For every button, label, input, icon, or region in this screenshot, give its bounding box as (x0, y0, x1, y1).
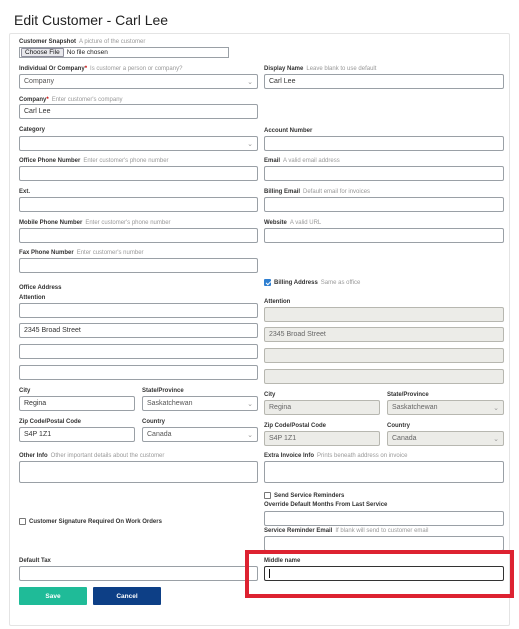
billing-address-line1-input[interactable]: 2345 Broad Street (264, 327, 504, 342)
office-address-line1-input[interactable]: 2345 Broad Street (19, 323, 258, 338)
chevron-down-icon: ⌄ (247, 431, 253, 439)
office-phone-input[interactable] (19, 166, 258, 181)
office-country-label: Country (142, 419, 165, 425)
office-zip-input[interactable]: S4P 1Z1 (19, 427, 135, 442)
default-tax-label: Default Tax (19, 558, 51, 564)
individual-or-company-select[interactable]: Company ⌄ (19, 74, 258, 89)
billing-country-label: Country (387, 423, 410, 429)
save-button[interactable]: Save (19, 587, 87, 605)
billing-country-select[interactable]: Canada ⌄ (387, 431, 504, 446)
send-service-reminders-label: Send Service Reminders (274, 493, 345, 499)
billing-zip-input[interactable]: S4P 1Z1 (264, 431, 380, 446)
cancel-button[interactable]: Cancel (93, 587, 161, 605)
choose-file-button[interactable]: Choose File (21, 48, 64, 57)
individual-or-company-label: Individual Or Company* Is customer a person or company? (19, 66, 183, 72)
billing-zip-label: Zip Code/Postal Code (264, 423, 327, 429)
office-attention-input[interactable] (19, 303, 258, 318)
highlight-box (245, 550, 514, 598)
office-address-line3-input[interactable] (19, 365, 258, 380)
billing-attention-input[interactable] (264, 307, 504, 322)
chevron-down-icon: ⌄ (247, 78, 253, 86)
file-status: No file chosen (66, 49, 108, 56)
office-city-input[interactable]: Regina (19, 396, 135, 411)
service-reminder-email-input[interactable] (264, 536, 504, 551)
override-months-input[interactable] (264, 511, 504, 526)
ext-input[interactable] (19, 197, 258, 212)
billing-attention-label: Attention (264, 299, 291, 305)
category-select[interactable] (19, 136, 258, 151)
service-reminder-email-label: Service Reminder Email If blank will send to customer email (264, 528, 429, 534)
extra-invoice-info-label: Extra Invoice Info Prints beneath address on invoice (264, 453, 408, 459)
display-name-input[interactable]: Carl Lee (264, 74, 504, 89)
signature-required-label: Customer Signature Required On Work Orders (29, 519, 162, 525)
billing-same-as-office-checkbox[interactable] (264, 279, 271, 286)
company-input[interactable]: Carl Lee (19, 104, 258, 119)
fax-phone-input[interactable] (19, 258, 258, 273)
signature-required-checkbox[interactable] (19, 518, 26, 525)
chevron-down-icon: ⌄ (247, 140, 253, 148)
billing-state-select[interactable]: Saskatchewan ⌄ (387, 400, 504, 415)
office-country-select[interactable]: Canada ⌄ (142, 427, 258, 442)
company-label: Company* Enter customer's company (19, 97, 123, 103)
mobile-phone-input[interactable] (19, 228, 258, 243)
billing-address-line2-input[interactable] (264, 348, 504, 363)
billing-email-label: Billing Email Default email for invoices (264, 189, 371, 195)
override-months-label: Override Default Months From Last Service (264, 502, 388, 508)
email-label: Email A valid email address (264, 158, 340, 164)
billing-city-input[interactable]: Regina (264, 400, 380, 415)
account-number-label: Account Number (264, 128, 313, 134)
default-tax-input[interactable] (19, 566, 258, 581)
middle-name-label: Middle name (264, 558, 301, 564)
other-info-label: Other Info Other important details about the customer (19, 453, 165, 459)
email-input[interactable] (264, 166, 504, 181)
office-address-label: Office Address (19, 285, 62, 291)
send-service-reminders-checkbox[interactable] (264, 492, 271, 499)
office-attention-label: Attention (19, 295, 46, 301)
category-label: Category (19, 127, 46, 133)
office-city-label: City (19, 388, 31, 394)
snapshot-label: Customer Snapshot A picture of the customer (19, 39, 146, 45)
billing-state-label: State/Province (387, 392, 429, 398)
billing-city-label: City (264, 392, 276, 398)
office-zip-label: Zip Code/Postal Code (19, 419, 82, 425)
ext-label: Ext. (19, 189, 31, 195)
fax-phone-label: Fax Phone Number Enter customer's number (19, 250, 144, 256)
chevron-down-icon: ⌄ (493, 435, 499, 443)
extra-invoice-info-textarea[interactable] (264, 461, 504, 483)
chevron-down-icon: ⌄ (247, 400, 253, 408)
website-input[interactable] (264, 228, 504, 243)
mobile-phone-label: Mobile Phone Number Enter customer's phone number (19, 220, 171, 226)
office-address-line2-input[interactable] (19, 344, 258, 359)
chevron-down-icon: ⌄ (493, 404, 499, 412)
billing-address-label: Billing Address Same as office (274, 280, 361, 286)
website-label: Website A valid URL (264, 220, 322, 226)
display-name-label: Display Name Leave blank to use default (264, 66, 377, 72)
office-phone-label: Office Phone Number Enter customer's phone number (19, 158, 169, 164)
other-info-textarea[interactable] (19, 461, 258, 483)
billing-email-input[interactable] (264, 197, 504, 212)
account-number-input[interactable] (264, 136, 504, 151)
office-state-label: State/Province (142, 388, 184, 394)
page-title: Edit Customer - Carl Lee (14, 12, 169, 28)
billing-address-line3-input[interactable] (264, 369, 504, 384)
office-state-select[interactable]: Saskatchewan ⌄ (142, 396, 258, 411)
snapshot-file-input[interactable] (19, 47, 229, 58)
